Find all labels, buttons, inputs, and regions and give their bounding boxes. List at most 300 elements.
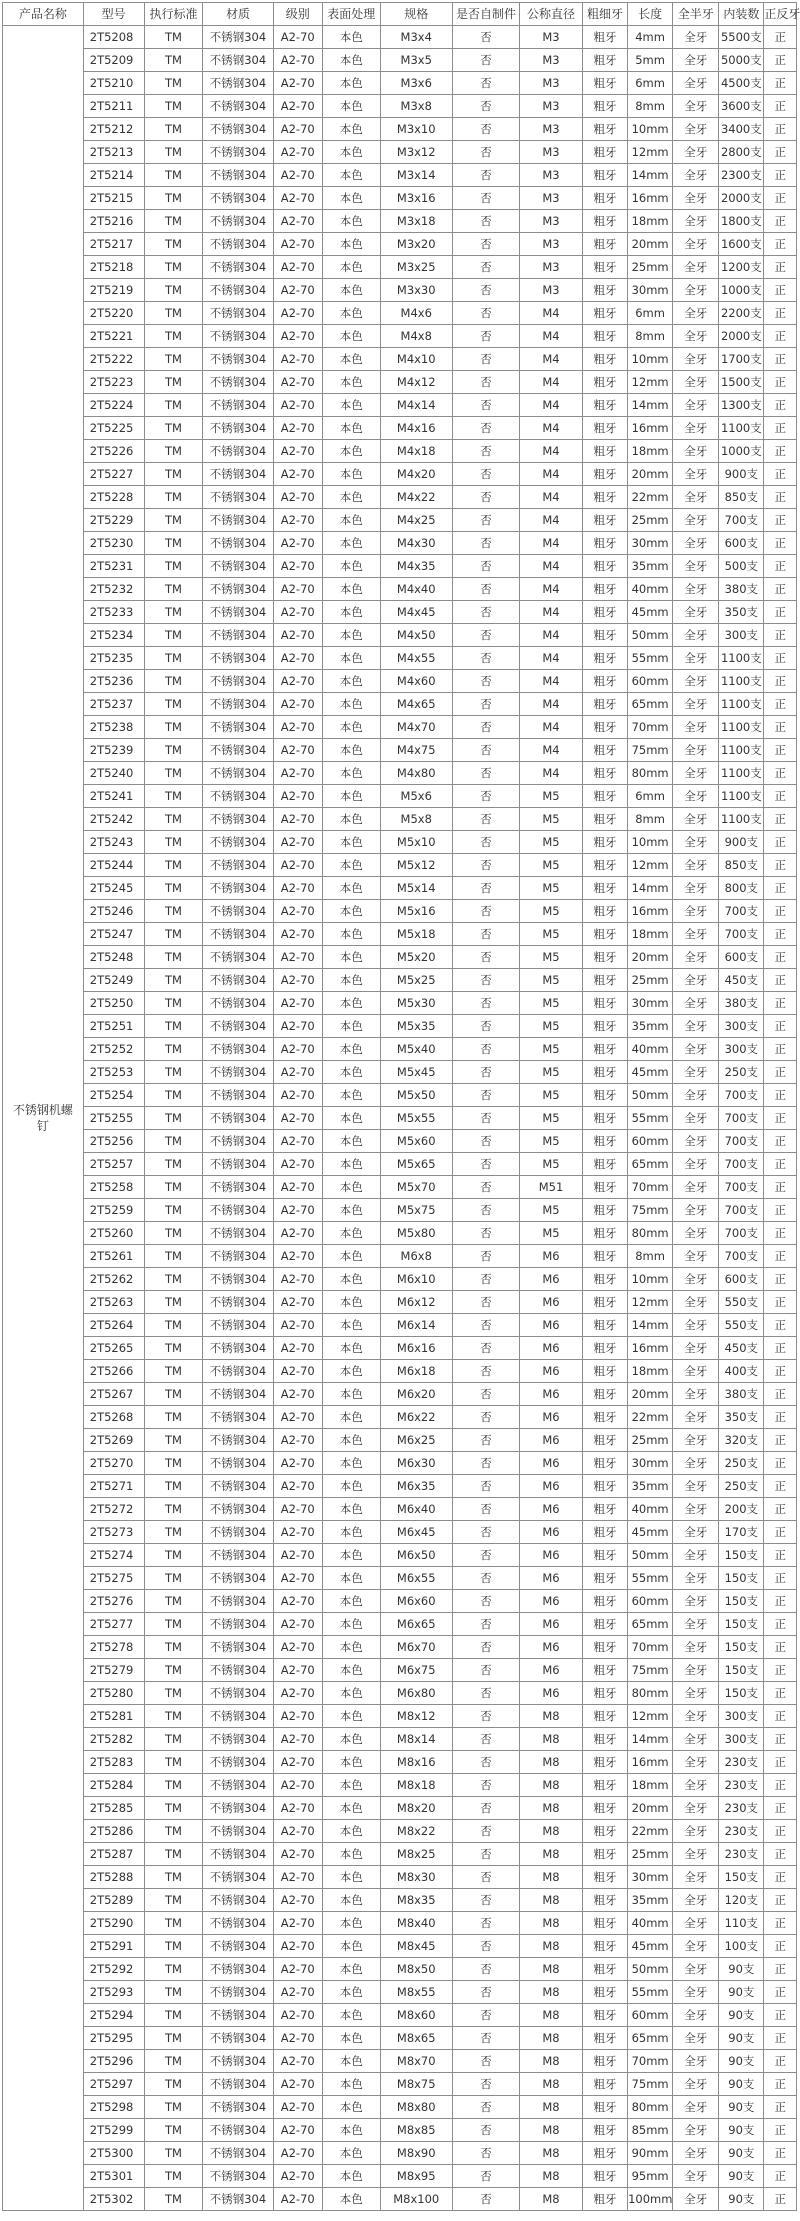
cell-thread-direction: 正 [764, 1889, 797, 1912]
cell-thread-pitch: 粗牙 [582, 2188, 627, 2211]
cell-grade: A2-70 [273, 2027, 322, 2050]
cell-standard: TM [144, 992, 203, 1015]
cell-length: 75mm [628, 1659, 673, 1682]
cell-quantity-per-box: 400支 [719, 1360, 764, 1383]
cell-model: 2T5226 [83, 440, 144, 463]
cell-grade: A2-70 [273, 1038, 322, 1061]
cell-surface-treatment: 本色 [322, 2119, 380, 2142]
cell-material: 不锈钢304 [203, 2096, 273, 2119]
cell-model: 2T5247 [83, 923, 144, 946]
cell-model: 2T5208 [83, 26, 144, 49]
table-row [3, 1981, 797, 2004]
cell-surface-treatment: 本色 [322, 877, 380, 900]
cell-self-made: 否 [452, 1061, 519, 1084]
cell-thread-coverage: 全牙 [673, 1843, 719, 1866]
cell-length: 12mm [628, 1291, 673, 1314]
cell-grade: A2-70 [273, 1360, 322, 1383]
cell-length: 14mm [628, 877, 673, 900]
cell-thread-pitch: 粗牙 [582, 440, 627, 463]
cell-grade: A2-70 [273, 1498, 322, 1521]
cell-self-made: 否 [452, 877, 519, 900]
cell-thread-coverage: 全牙 [673, 440, 719, 463]
cell-thread-direction: 正 [764, 1360, 797, 1383]
cell-specification: M3x16 [380, 187, 452, 210]
cell-length: 22mm [628, 1820, 673, 1843]
cell-nominal-diameter: M4 [520, 716, 583, 739]
cell-thread-direction: 正 [764, 854, 797, 877]
cell-standard: TM [144, 1958, 203, 1981]
cell-surface-treatment: 本色 [322, 1981, 380, 2004]
cell-grade: A2-70 [273, 1061, 322, 1084]
cell-nominal-diameter: M6 [520, 1498, 583, 1521]
cell-self-made: 否 [452, 1659, 519, 1682]
cell-surface-treatment: 本色 [322, 164, 380, 187]
cell-model: 2T5224 [83, 394, 144, 417]
cell-thread-pitch: 粗牙 [582, 2096, 627, 2119]
cell-material: 不锈钢304 [203, 1107, 273, 1130]
cell-surface-treatment: 本色 [322, 1084, 380, 1107]
cell-specification: M3x4 [380, 26, 452, 49]
cell-nominal-diameter: M8 [520, 2050, 583, 2073]
cell-quantity-per-box: 100支 [719, 1935, 764, 1958]
cell-self-made: 否 [452, 969, 519, 992]
cell-thread-direction: 正 [764, 1475, 797, 1498]
cell-standard: TM [144, 1521, 203, 1544]
cell-quantity-per-box: 90支 [719, 2004, 764, 2027]
cell-quantity-per-box: 700支 [719, 1199, 764, 1222]
cell-nominal-diameter: M3 [520, 164, 583, 187]
cell-grade: A2-70 [273, 187, 322, 210]
cell-model: 2T5235 [83, 647, 144, 670]
cell-quantity-per-box: 500支 [719, 555, 764, 578]
cell-length: 16mm [628, 900, 673, 923]
cell-nominal-diameter: M8 [520, 1843, 583, 1866]
cell-specification: M5x10 [380, 831, 452, 854]
cell-quantity-per-box: 1100支 [719, 670, 764, 693]
table-row [3, 647, 797, 670]
cell-grade: A2-70 [273, 1199, 322, 1222]
table-row [3, 2188, 797, 2211]
cell-nominal-diameter: M3 [520, 26, 583, 49]
cell-surface-treatment: 本色 [322, 348, 380, 371]
cell-model: 2T5236 [83, 670, 144, 693]
cell-thread-direction: 正 [764, 1705, 797, 1728]
cell-specification: M6x12 [380, 1291, 452, 1314]
cell-thread-direction: 正 [764, 1567, 797, 1590]
cell-self-made: 否 [452, 1590, 519, 1613]
cell-quantity-per-box: 1800支 [719, 210, 764, 233]
cell-specification: M6x50 [380, 1544, 452, 1567]
cell-nominal-diameter: M5 [520, 1153, 583, 1176]
cell-grade: A2-70 [273, 1314, 322, 1337]
cell-thread-coverage: 全牙 [673, 1038, 719, 1061]
cell-specification: M6x14 [380, 1314, 452, 1337]
cell-material: 不锈钢304 [203, 670, 273, 693]
cell-thread-direction: 正 [764, 1107, 797, 1130]
cell-self-made: 否 [452, 2188, 519, 2211]
cell-standard: TM [144, 417, 203, 440]
cell-grade: A2-70 [273, 1015, 322, 1038]
cell-length: 95mm [628, 2165, 673, 2188]
cell-thread-pitch: 粗牙 [582, 1544, 627, 1567]
table-row [3, 2096, 797, 2119]
cell-thread-direction: 正 [764, 1337, 797, 1360]
cell-nominal-diameter: M6 [520, 1337, 583, 1360]
cell-self-made: 否 [452, 72, 519, 95]
cell-thread-coverage: 全牙 [673, 1291, 719, 1314]
cell-surface-treatment: 本色 [322, 1176, 380, 1199]
cell-standard: TM [144, 302, 203, 325]
cell-nominal-diameter: M51 [520, 1176, 583, 1199]
cell-surface-treatment: 本色 [322, 1751, 380, 1774]
cell-standard: TM [144, 187, 203, 210]
cell-nominal-diameter: M3 [520, 141, 583, 164]
cell-specification: M8x50 [380, 1958, 452, 1981]
cell-surface-treatment: 本色 [322, 2050, 380, 2073]
cell-thread-coverage: 全牙 [673, 1912, 719, 1935]
cell-standard: TM [144, 1843, 203, 1866]
cell-thread-coverage: 全牙 [673, 601, 719, 624]
cell-thread-coverage: 全牙 [673, 279, 719, 302]
cell-thread-direction: 正 [764, 1199, 797, 1222]
cell-self-made: 否 [452, 141, 519, 164]
cell-surface-treatment: 本色 [322, 1038, 380, 1061]
cell-surface-treatment: 本色 [322, 532, 380, 555]
cell-material: 不锈钢304 [203, 831, 273, 854]
cell-thread-coverage: 全牙 [673, 716, 719, 739]
cell-model: 2T5233 [83, 601, 144, 624]
table-row [3, 601, 797, 624]
cell-surface-treatment: 本色 [322, 601, 380, 624]
cell-self-made: 否 [452, 302, 519, 325]
cell-nominal-diameter: M3 [520, 210, 583, 233]
cell-model: 2T5227 [83, 463, 144, 486]
cell-quantity-per-box: 90支 [719, 2027, 764, 2050]
table-row [3, 1452, 797, 1475]
cell-self-made: 否 [452, 1452, 519, 1475]
table-row [3, 394, 797, 417]
cell-quantity-per-box: 550支 [719, 1291, 764, 1314]
cell-specification: M4x6 [380, 302, 452, 325]
cell-thread-direction: 正 [764, 1130, 797, 1153]
cell-thread-pitch: 粗牙 [582, 302, 627, 325]
cell-quantity-per-box: 1100支 [719, 762, 764, 785]
cell-grade: A2-70 [273, 1475, 322, 1498]
cell-material: 不锈钢304 [203, 647, 273, 670]
cell-grade: A2-70 [273, 1705, 322, 1728]
cell-thread-coverage: 全牙 [673, 1084, 719, 1107]
cell-surface-treatment: 本色 [322, 1199, 380, 1222]
cell-thread-pitch: 粗牙 [582, 325, 627, 348]
cell-material: 不锈钢304 [203, 1452, 273, 1475]
table-row [3, 693, 797, 716]
cell-self-made: 否 [452, 417, 519, 440]
cell-specification: M3x8 [380, 95, 452, 118]
cell-thread-pitch: 粗牙 [582, 1889, 627, 1912]
cell-material: 不锈钢304 [203, 72, 273, 95]
cell-thread-pitch: 粗牙 [582, 1429, 627, 1452]
cell-thread-pitch: 粗牙 [582, 1107, 627, 1130]
cell-surface-treatment: 本色 [322, 1820, 380, 1843]
cell-standard: TM [144, 2073, 203, 2096]
cell-surface-treatment: 本色 [322, 693, 380, 716]
cell-specification: M5x16 [380, 900, 452, 923]
cell-self-made: 否 [452, 1360, 519, 1383]
cell-thread-coverage: 全牙 [673, 1797, 719, 1820]
cell-thread-coverage: 全牙 [673, 118, 719, 141]
cell-material: 不锈钢304 [203, 1797, 273, 1820]
cell-thread-direction: 正 [764, 2073, 797, 2096]
cell-thread-coverage: 全牙 [673, 624, 719, 647]
cell-grade: A2-70 [273, 1981, 322, 2004]
cell-standard: TM [144, 808, 203, 831]
cell-length: 6mm [628, 302, 673, 325]
cell-surface-treatment: 本色 [322, 1291, 380, 1314]
cell-grade: A2-70 [273, 49, 322, 72]
cell-thread-direction: 正 [764, 26, 797, 49]
cell-thread-pitch: 粗牙 [582, 118, 627, 141]
cell-grade: A2-70 [273, 233, 322, 256]
cell-thread-coverage: 全牙 [673, 831, 719, 854]
cell-thread-pitch: 粗牙 [582, 1015, 627, 1038]
cell-length: 50mm [628, 1084, 673, 1107]
cell-model: 2T5268 [83, 1406, 144, 1429]
cell-quantity-per-box: 700支 [719, 1107, 764, 1130]
cell-thread-coverage: 全牙 [673, 670, 719, 693]
cell-thread-direction: 正 [764, 1820, 797, 1843]
cell-thread-coverage: 全牙 [673, 1429, 719, 1452]
cell-material: 不锈钢304 [203, 1521, 273, 1544]
cell-thread-pitch: 粗牙 [582, 1199, 627, 1222]
cell-model: 2T5209 [83, 49, 144, 72]
cell-thread-coverage: 全牙 [673, 532, 719, 555]
cell-thread-coverage: 全牙 [673, 946, 719, 969]
cell-specification: M8x20 [380, 1797, 452, 1820]
cell-model: 2T5299 [83, 2119, 144, 2142]
cell-quantity-per-box: 230支 [719, 1797, 764, 1820]
cell-model: 2T5294 [83, 2004, 144, 2027]
cell-standard: TM [144, 1659, 203, 1682]
cell-thread-pitch: 粗牙 [582, 187, 627, 210]
cell-thread-direction: 正 [764, 233, 797, 256]
cell-thread-direction: 正 [764, 1659, 797, 1682]
cell-material: 不锈钢304 [203, 969, 273, 992]
cell-quantity-per-box: 150支 [719, 1682, 764, 1705]
cell-thread-direction: 正 [764, 1153, 797, 1176]
cell-thread-direction: 正 [764, 1774, 797, 1797]
cell-material: 不锈钢304 [203, 1222, 273, 1245]
cell-self-made: 否 [452, 1820, 519, 1843]
cell-length: 65mm [628, 1613, 673, 1636]
cell-self-made: 否 [452, 1245, 519, 1268]
table-row [3, 26, 797, 49]
cell-self-made: 否 [452, 26, 519, 49]
cell-grade: A2-70 [273, 762, 322, 785]
cell-standard: TM [144, 2188, 203, 2211]
table-row [3, 877, 797, 900]
cell-thread-direction: 正 [764, 187, 797, 210]
cell-nominal-diameter: M5 [520, 831, 583, 854]
cell-nominal-diameter: M8 [520, 1705, 583, 1728]
cell-grade: A2-70 [273, 1774, 322, 1797]
cell-thread-direction: 正 [764, 1038, 797, 1061]
cell-standard: TM [144, 555, 203, 578]
cell-self-made: 否 [452, 210, 519, 233]
cell-quantity-per-box: 230支 [719, 1751, 764, 1774]
cell-standard: TM [144, 624, 203, 647]
cell-thread-pitch: 粗牙 [582, 394, 627, 417]
cell-self-made: 否 [452, 486, 519, 509]
cell-thread-direction: 正 [764, 969, 797, 992]
cell-material: 不锈钢304 [203, 1636, 273, 1659]
cell-material: 不锈钢304 [203, 279, 273, 302]
cell-model: 2T5285 [83, 1797, 144, 1820]
cell-thread-pitch: 粗牙 [582, 463, 627, 486]
cell-specification: M3x12 [380, 141, 452, 164]
cell-grade: A2-70 [273, 1544, 322, 1567]
cell-thread-direction: 正 [764, 2096, 797, 2119]
cell-model: 2T5211 [83, 95, 144, 118]
cell-model: 2T5271 [83, 1475, 144, 1498]
table-row [3, 1268, 797, 1291]
cell-thread-pitch: 粗牙 [582, 877, 627, 900]
cell-self-made: 否 [452, 1084, 519, 1107]
cell-material: 不锈钢304 [203, 1590, 273, 1613]
cell-self-made: 否 [452, 1958, 519, 1981]
table-row [3, 900, 797, 923]
cell-self-made: 否 [452, 1038, 519, 1061]
cell-thread-coverage: 全牙 [673, 647, 719, 670]
cell-thread-coverage: 全牙 [673, 49, 719, 72]
table-row [3, 279, 797, 302]
cell-length: 10mm [628, 831, 673, 854]
cell-standard: TM [144, 1912, 203, 1935]
cell-specification: M6x35 [380, 1475, 452, 1498]
cell-model: 2T5250 [83, 992, 144, 1015]
cell-model: 2T5302 [83, 2188, 144, 2211]
cell-surface-treatment: 本色 [322, 1866, 380, 1889]
cell-self-made: 否 [452, 1268, 519, 1291]
cell-thread-coverage: 全牙 [673, 2027, 719, 2050]
cell-model: 2T5273 [83, 1521, 144, 1544]
cell-model: 2T5278 [83, 1636, 144, 1659]
cell-standard: TM [144, 1682, 203, 1705]
cell-grade: A2-70 [273, 1291, 322, 1314]
cell-thread-coverage: 全牙 [673, 2165, 719, 2188]
cell-thread-pitch: 粗牙 [582, 854, 627, 877]
cell-self-made: 否 [452, 2050, 519, 2073]
cell-standard: TM [144, 371, 203, 394]
cell-grade: A2-70 [273, 2188, 322, 2211]
cell-length: 20mm [628, 463, 673, 486]
cell-length: 50mm [628, 624, 673, 647]
cell-nominal-diameter: M6 [520, 1429, 583, 1452]
cell-nominal-diameter: M5 [520, 1199, 583, 1222]
cell-nominal-diameter: M4 [520, 693, 583, 716]
cell-specification: M8x95 [380, 2165, 452, 2188]
cell-thread-pitch: 粗牙 [582, 716, 627, 739]
cell-model: 2T5292 [83, 1958, 144, 1981]
cell-standard: TM [144, 1774, 203, 1797]
cell-nominal-diameter: M3 [520, 279, 583, 302]
cell-model: 2T5246 [83, 900, 144, 923]
cell-specification: M6x16 [380, 1337, 452, 1360]
cell-model: 2T5260 [83, 1222, 144, 1245]
cell-standard: TM [144, 118, 203, 141]
cell-surface-treatment: 本色 [322, 1337, 380, 1360]
cell-material: 不锈钢304 [203, 1291, 273, 1314]
cell-specification: M8x55 [380, 1981, 452, 2004]
cell-surface-treatment: 本色 [322, 1475, 380, 1498]
table-row [3, 670, 797, 693]
cell-grade: A2-70 [273, 1222, 322, 1245]
cell-nominal-diameter: M4 [520, 739, 583, 762]
cell-self-made: 否 [452, 1682, 519, 1705]
cell-thread-pitch: 粗牙 [582, 1130, 627, 1153]
cell-quantity-per-box: 1200支 [719, 256, 764, 279]
cell-self-made: 否 [452, 256, 519, 279]
cell-grade: A2-70 [273, 1751, 322, 1774]
cell-quantity-per-box: 3600支 [719, 95, 764, 118]
table-row [3, 348, 797, 371]
cell-self-made: 否 [452, 578, 519, 601]
cell-surface-treatment: 本色 [322, 233, 380, 256]
cell-self-made: 否 [452, 2165, 519, 2188]
cell-model: 2T5254 [83, 1084, 144, 1107]
cell-material: 不锈钢304 [203, 693, 273, 716]
cell-length: 10mm [628, 1268, 673, 1291]
table-row [3, 2004, 797, 2027]
table-row [3, 716, 797, 739]
cell-grade: A2-70 [273, 1843, 322, 1866]
cell-self-made: 否 [452, 670, 519, 693]
cell-length: 12mm [628, 854, 673, 877]
cell-quantity-per-box: 700支 [719, 1130, 764, 1153]
cell-model: 2T5213 [83, 141, 144, 164]
cell-standard: TM [144, 1360, 203, 1383]
cell-thread-coverage: 全牙 [673, 1245, 719, 1268]
table-row [3, 1544, 797, 1567]
cell-length: 16mm [628, 187, 673, 210]
cell-nominal-diameter: M8 [520, 1935, 583, 1958]
cell-grade: A2-70 [273, 1613, 322, 1636]
cell-quantity-per-box: 550支 [719, 1314, 764, 1337]
cell-grade: A2-70 [273, 1429, 322, 1452]
cell-surface-treatment: 本色 [322, 1705, 380, 1728]
cell-thread-pitch: 粗牙 [582, 1337, 627, 1360]
cell-material: 不锈钢304 [203, 762, 273, 785]
cell-standard: TM [144, 325, 203, 348]
cell-length: 55mm [628, 1567, 673, 1590]
cell-quantity-per-box: 150支 [719, 1613, 764, 1636]
cell-thread-coverage: 全牙 [673, 1613, 719, 1636]
cell-quantity-per-box: 300支 [719, 624, 764, 647]
cell-specification: M4x50 [380, 624, 452, 647]
cell-thread-coverage: 全牙 [673, 785, 719, 808]
cell-length: 85mm [628, 2119, 673, 2142]
cell-thread-coverage: 全牙 [673, 2096, 719, 2119]
cell-thread-direction: 正 [764, 2188, 797, 2211]
table-row [3, 325, 797, 348]
cell-quantity-per-box: 2300支 [719, 164, 764, 187]
cell-surface-treatment: 本色 [322, 2027, 380, 2050]
cell-thread-direction: 正 [764, 1222, 797, 1245]
cell-thread-pitch: 粗牙 [582, 1590, 627, 1613]
cell-thread-pitch: 粗牙 [582, 1935, 627, 1958]
cell-specification: M8x80 [380, 2096, 452, 2119]
cell-standard: TM [144, 1889, 203, 1912]
cell-specification: M4x16 [380, 417, 452, 440]
